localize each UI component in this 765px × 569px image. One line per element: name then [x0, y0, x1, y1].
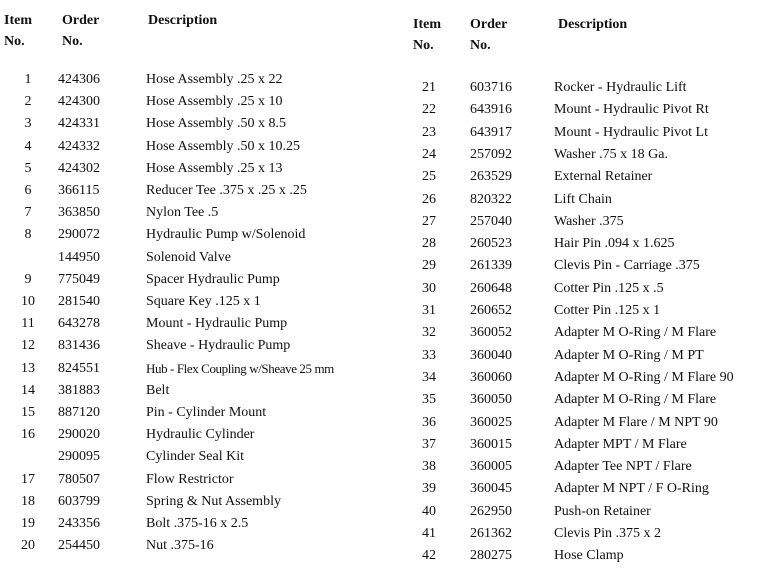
part-description: Flow Restrictor [146, 471, 234, 487]
part-description: Mount - Hydraulic Pivot Rt [554, 102, 709, 118]
item-number: 18 [21, 493, 35, 509]
item-number: 3 [24, 116, 32, 132]
table-row [0, 211, 765, 233]
part-description: Hose Assembly .25 x 10 [146, 94, 283, 110]
order-number: 260523 [470, 236, 512, 252]
order-number: 262950 [470, 503, 512, 519]
left-order-header-line2: No. [62, 34, 83, 49]
item-number: 42 [422, 548, 436, 564]
order-number: 643916 [470, 102, 512, 118]
part-description: Adapter M O-Ring / M Flare [554, 325, 717, 341]
order-number: 290095 [58, 449, 100, 465]
part-description: Adapter M NPT / F O-Ring [554, 481, 709, 497]
item-number: 35 [422, 392, 436, 408]
order-number: 775049 [58, 271, 100, 287]
order-number: 360040 [470, 347, 512, 363]
table-row [0, 189, 765, 211]
order-number: 424300 [58, 94, 100, 110]
item-number: 27 [422, 213, 436, 229]
item-number: 41 [422, 526, 436, 541]
left-order-no-header [62, 10, 99, 52]
part-description: Cotter Pin .125 x .5 [554, 280, 664, 296]
item-number: 10 [21, 294, 35, 309]
right-item-header-line1: Item [413, 17, 441, 32]
item-number: 33 [422, 347, 436, 363]
order-number: 424306 [58, 72, 100, 87]
item-number: 30 [422, 280, 436, 296]
item-number: 6 [24, 183, 32, 198]
left-description-header [148, 10, 217, 31]
table-row [0, 545, 765, 567]
left-item-header-line2: No. [4, 34, 25, 49]
order-number: 831436 [58, 338, 100, 354]
item-number: 19 [21, 516, 35, 531]
order-number: 281540 [58, 294, 100, 309]
table-row [0, 122, 765, 144]
item-number: 8 [24, 227, 32, 243]
part-description: Washer .75 x 18 Ga. [554, 146, 668, 162]
item-number: 32 [422, 325, 436, 341]
order-number: 424302 [58, 160, 100, 176]
part-description: Adapter M O-Ring / M PT [554, 347, 704, 363]
part-description: Pin - Cylinder Mount [146, 405, 267, 420]
right-description-header [558, 14, 627, 35]
left-description-header-text: Description [148, 13, 218, 28]
part-description: Spring & Nut Assembly [146, 493, 281, 509]
item-number: 31 [422, 303, 436, 318]
item-number: 25 [422, 169, 436, 185]
order-number: 280275 [470, 548, 512, 564]
item-number: 9 [24, 271, 32, 287]
item-number: 23 [422, 124, 436, 140]
table-row [0, 300, 765, 322]
table-row [0, 456, 765, 478]
part-description: Hose Assembly .25 x 13 [146, 160, 283, 176]
table-row [0, 99, 765, 121]
table-row [0, 367, 765, 389]
order-number: 290072 [58, 227, 100, 243]
part-description: Solenoid Valve [146, 249, 231, 265]
part-description: Spacer Hydraulic Pump [146, 271, 280, 287]
table-row [0, 478, 765, 500]
order-number: 360050 [470, 392, 512, 408]
item-number: 4 [24, 138, 32, 154]
part-description: Sheave - Hydraulic Pump [146, 338, 291, 354]
order-number: 381883 [58, 382, 100, 398]
order-number: 290020 [58, 427, 100, 443]
table-row [0, 434, 765, 456]
order-number: 360052 [470, 325, 512, 341]
table-row [0, 389, 765, 411]
item-number: 34 [422, 369, 436, 385]
order-number: 261362 [470, 526, 512, 541]
part-description: Hair Pin .094 x 1.625 [554, 236, 675, 252]
part-description: Washer .375 [554, 213, 624, 229]
order-number: 603799 [58, 493, 100, 509]
table-row [0, 412, 765, 434]
right-item-no-header [413, 14, 441, 56]
part-description: Hydraulic Pump w/Solenoid [146, 227, 306, 243]
order-number: 144950 [58, 249, 100, 265]
order-number: 887120 [58, 405, 100, 420]
order-number: 643917 [470, 124, 512, 140]
part-description: Adapter Tee NPT / Flare [554, 459, 692, 475]
order-number: 603716 [470, 80, 512, 95]
order-number: 824551 [58, 360, 100, 376]
table-row [0, 345, 765, 367]
order-number: 424332 [58, 138, 100, 154]
item-number: 39 [422, 481, 436, 497]
order-number: 360025 [470, 414, 512, 430]
item-number: 40 [422, 503, 436, 519]
table-row [0, 322, 765, 344]
table-row [0, 77, 765, 99]
order-number: 820322 [470, 191, 512, 207]
part-description: Adapter M Flare / M NPT 90 [554, 414, 718, 430]
part-description: Hose Assembly .50 x 8.5 [146, 116, 286, 132]
right-order-header-line1: Order [470, 17, 508, 32]
part-description: Rocker - Hydraulic Lift [554, 80, 687, 95]
order-number: 363850 [58, 205, 100, 221]
part-description: Belt [146, 382, 170, 398]
part-description: Adapter M O-Ring / M Flare 90 [554, 369, 734, 385]
part-description: Clevis Pin .375 x 2 [554, 526, 661, 541]
order-number: 366115 [58, 183, 100, 198]
part-description: Cotter Pin .125 x 1 [554, 303, 661, 318]
part-description: Mount - Hydraulic Pump [146, 316, 288, 332]
part-description: Mount - Hydraulic Pivot Lt [554, 124, 708, 140]
right-item-header-line2: No. [413, 38, 434, 53]
part-description: Square Key .125 x 1 [146, 294, 261, 309]
part-description: Adapter M O-Ring / M Flare [554, 392, 717, 408]
part-description: Lift Chain [554, 191, 612, 207]
left-item-no-header [4, 10, 32, 52]
left-order-header-line1: Order [62, 13, 100, 28]
table-row [0, 144, 765, 166]
order-number: 360005 [470, 459, 512, 475]
table-row [0, 255, 765, 277]
part-description: Reducer Tee .375 x .25 x .25 [146, 183, 307, 198]
part-description: Nylon Tee .5 [146, 205, 219, 221]
part-description: Clevis Pin - Carriage .375 [554, 258, 700, 274]
part-description: Hose Clamp [554, 548, 624, 564]
order-number: 261339 [470, 258, 512, 274]
order-number: 260652 [470, 303, 512, 318]
table-row [0, 501, 765, 523]
part-description: Nut .375-16 [146, 538, 214, 554]
right-order-header-line2: No. [470, 38, 491, 53]
part-description: Hub - Flex Coupling w/Sheave 25 mm [146, 360, 334, 376]
item-number: 20 [21, 538, 35, 554]
part-description: Push-on Retainer [554, 503, 651, 519]
table-row [0, 233, 765, 255]
left-item-header-line1: Item [4, 13, 32, 28]
item-number: 14 [21, 382, 35, 398]
item-number: 38 [422, 459, 436, 475]
item-number: 36 [422, 414, 436, 430]
right-description-header-text: Description [558, 17, 628, 32]
right-order-no-header [470, 14, 507, 56]
item-number: 1 [24, 72, 32, 87]
item-number: 21 [422, 80, 436, 95]
item-number: 29 [422, 258, 436, 274]
order-number: 254450 [58, 538, 100, 554]
item-number: 11 [21, 316, 35, 332]
part-description: Hydraulic Cylinder [146, 427, 255, 443]
item-number: 15 [21, 405, 35, 420]
order-number: 257092 [470, 146, 512, 162]
item-number: 7 [24, 205, 32, 221]
item-number: 2 [24, 94, 32, 110]
item-number: 5 [24, 160, 32, 176]
table-row [0, 523, 765, 545]
item-number: 13 [21, 360, 35, 376]
item-number: 12 [21, 338, 35, 354]
order-number: 360060 [470, 369, 512, 385]
order-number: 360015 [470, 436, 512, 452]
item-number: 37 [422, 436, 436, 452]
order-number: 360045 [470, 481, 512, 497]
part-description: Adapter MPT / M Flare [554, 436, 687, 452]
order-number: 643278 [58, 316, 100, 332]
part-description: Hose Assembly .25 x 22 [146, 72, 283, 87]
item-number: 26 [422, 191, 436, 207]
part-description: Bolt .375-16 x 2.5 [146, 516, 249, 531]
order-number: 257040 [470, 213, 512, 229]
order-number: 243356 [58, 516, 100, 531]
item-number: 22 [422, 102, 436, 118]
part-description: Cylinder Seal Kit [146, 449, 244, 465]
item-number: 16 [21, 427, 35, 443]
order-number: 263529 [470, 169, 512, 185]
item-number: 17 [21, 471, 35, 487]
order-number: 260648 [470, 280, 512, 296]
order-number: 424331 [58, 116, 100, 132]
order-number: 780507 [58, 471, 100, 487]
part-description: Hose Assembly .50 x 10.25 [146, 138, 300, 154]
item-number: 28 [422, 236, 436, 252]
table-row [0, 278, 765, 300]
item-number: 24 [422, 146, 436, 162]
table-row [0, 166, 765, 188]
part-description: External Retainer [554, 169, 653, 185]
